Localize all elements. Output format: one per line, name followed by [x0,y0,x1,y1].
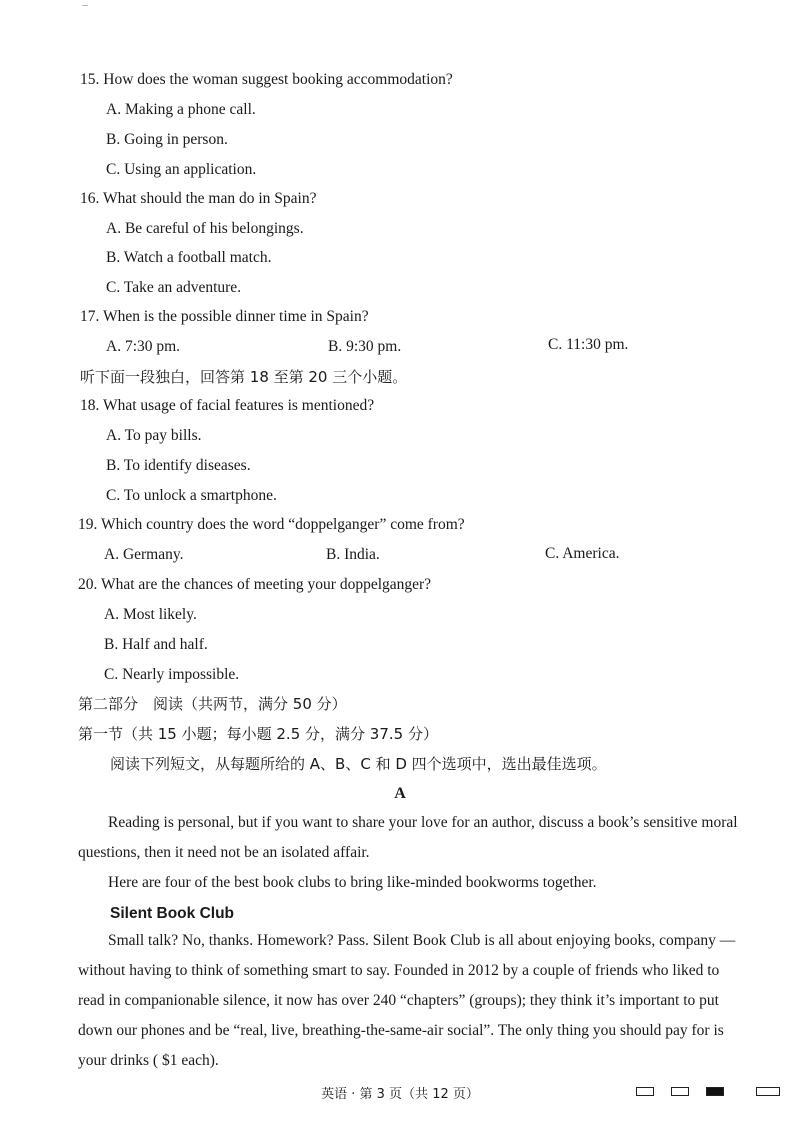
question-19-option-c: C. America. [545,545,620,562]
passage-letter: A [394,785,406,802]
filled-box-icon [706,1087,724,1096]
page-footer: 英语 · 第 3 页（共 12 页） [321,1087,479,1102]
empty-box-icon [756,1087,780,1096]
empty-box-icon [636,1087,654,1096]
question-20-stem: 20. What are the chances of meeting your doppelganger? [78,576,432,593]
question-19-option-a: A. Germany. [104,546,184,563]
question-20-option-a: A. Most likely. [104,606,197,623]
question-20-option-b: B. Half and half. [104,636,208,653]
question-18-stem: 18. What usage of facial features is mentioned? [80,397,375,414]
passage-paragraph-2: Here are four of the best book clubs to bring like-minded bookworms together. [108,874,597,891]
passage-paragraph-1: Reading is personal, but if you want to share your love for an author, discuss a book’s sensitive moral questions, then it need not be an isolated affair. [78,814,738,861]
part-2-title: 第二部分 阅读（共两节，满分 50 分） [78,695,347,713]
question-18-option-c: C. To unlock a smartphone. [106,487,277,504]
reading-instruction: 阅读下列短文，从每题所给的 A、B、C 和 D 四个选项中，选出最佳选项。 [110,755,607,773]
club-heading-silent-book-club: Silent Book Club [110,905,234,922]
question-19-option-b: B. India. [326,546,380,563]
question-15-stem: 15. How does the woman suggest booking accommodation? [80,71,453,88]
question-19-stem: 19. Which country does the word “doppelganger” come from? [78,516,465,533]
scan-mark [82,5,88,6]
question-17-stem: 17. When is the possible dinner time in Spain? [80,308,369,325]
monologue-instruction: 听下面一段独白，回答第 18 至第 20 三个小题。 [80,368,408,386]
question-17-option-a: A. 7:30 pm. [106,338,181,355]
question-16-option-c: C. Take an adventure. [106,279,242,296]
question-18-option-a: A. To pay bills. [106,427,202,444]
question-17-option-b: B. 9:30 pm. [328,338,402,355]
question-17-option-c: C. 11:30 pm. [548,336,629,353]
empty-box-icon [671,1087,689,1096]
question-20-option-c: C. Nearly impossible. [104,666,240,683]
question-16-option-a: A. Be careful of his belongings. [106,220,304,237]
section-1-title: 第一节（共 15 小题；每小题 2.5 分，满分 37.5 分） [78,725,438,743]
question-18-option-b: B. To identify diseases. [106,457,251,474]
scan-alignment-marks [636,1084,786,1100]
question-15-option-c: C. Using an application. [106,161,257,178]
question-15-option-a: A. Making a phone call. [106,101,256,118]
question-16-option-b: B. Watch a football match. [106,249,272,266]
passage-paragraph-3: Small talk? No, thanks. Homework? Pass. Silent Book Club is all about enjoying books, company — without having to think of something smart to say. Founded in 2012 by a couple of friends who liked to read in companionable silence, it now has over 240 “chapters” (groups); they think it’s important to put down our phones and be “real, live, breathing-the-same-air social”. The only thing you should pay for is your drinks ( $1 each). [78,932,736,1069]
question-16-stem: 16. What should the man do in Spain? [80,190,317,207]
question-15-option-b: B. Going in person. [106,131,228,148]
